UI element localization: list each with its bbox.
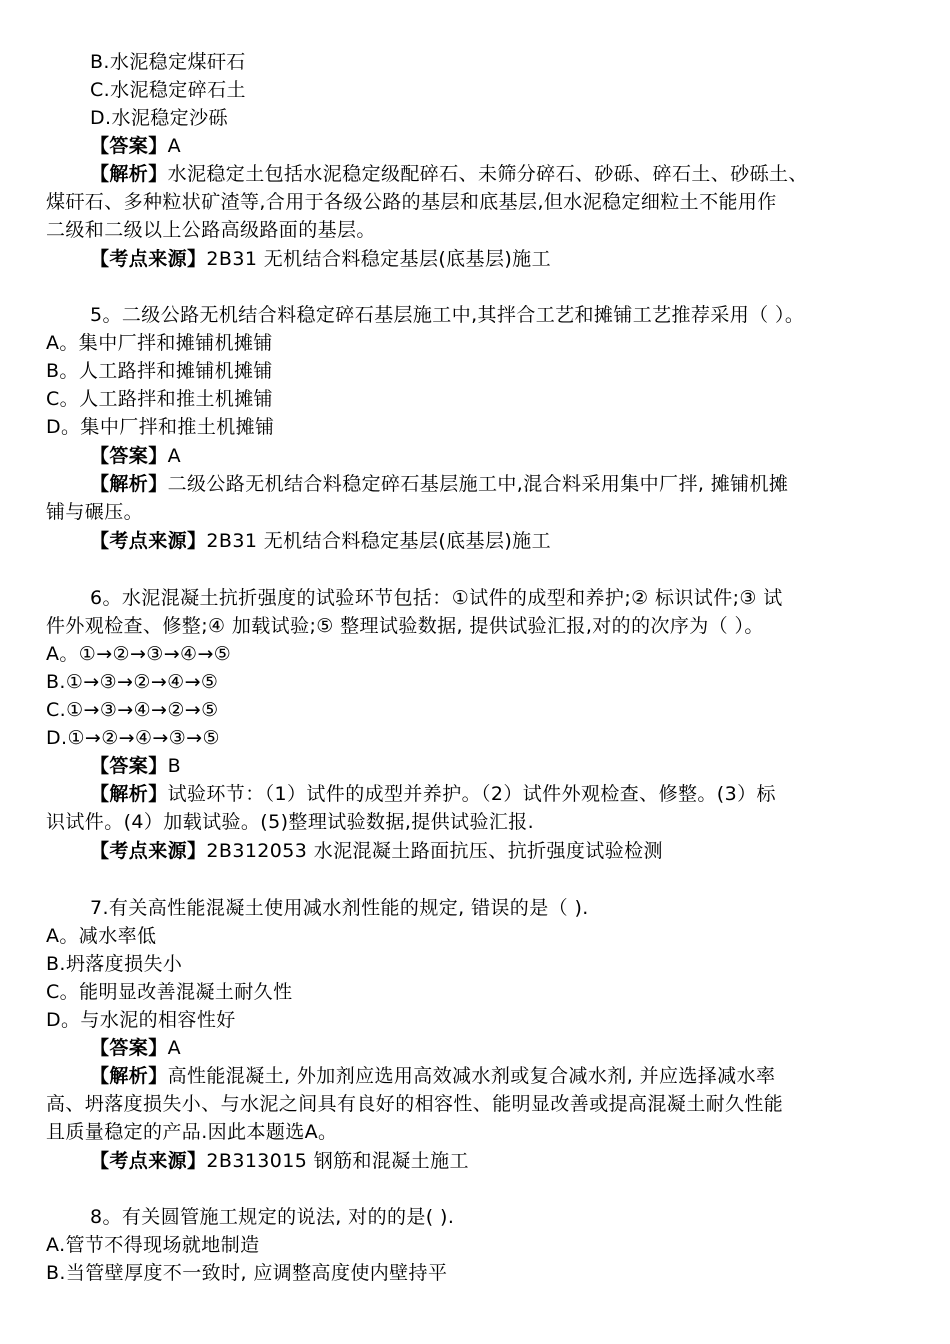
q6-option-d: D.①→②→④→③→⑤ [46,727,220,749]
source-label: 【考点来源】 [90,530,207,552]
q4-source-text: 2B31 无机结合料稳定基层(底基层)施工 [206,248,551,270]
analysis-label: 【解析】 [90,783,168,805]
q4-option-c: C.水泥稳定碎石土 [90,79,246,101]
q7-analysis-line-1 [90,1062,910,1090]
q6-stem-line-2: 件外观检查、修整;④ 加载试验;⑤ 整理试验数据, 提供试验汇报,对的的次序为（ ）。 [46,615,764,637]
q7-stem: 7.有关高性能混凝土使用减水剂性能的规定, 错误的是（ ). [90,897,589,919]
q5-answer-value: A [167,445,182,467]
q7-analysis-line-2: 高、坍落度损失小、与水泥之间具有良好的相容性、能明显改善或提高混凝土耐久性能 [46,1093,784,1115]
answer-label: 【答案】 [90,755,168,777]
q7-option-c: C。能明显改善混凝土耐久性 [46,981,293,1003]
q4-analysis-line-2: 煤矸石、多种粒状矿渣等,合用于各级公路的基层和底基层,但水泥稳定细粒土不能用作 [46,191,777,213]
q5-answer [90,442,910,470]
q7-analysis-text-1: 高性能混凝土, 外加剂应选用高效减水剂或复合减水剂, 并应选择减水率 [167,1065,776,1087]
q8-option-a: A.管节不得现场就地制造 [46,1234,260,1256]
q6-analysis-text-1: 试验环节：（1）试件的成型并养护。（2）试件外观检查、修整。(3）标 [167,783,776,805]
q4-option-d: D.水泥稳定沙砾 [90,107,228,129]
q6-source [90,837,910,865]
q8-option-b: B.当管壁厚度不一致时, 应调整高度使内壁持平 [46,1262,448,1284]
q7-source-text: 2B313015 钢筋和混凝土施工 [206,1150,469,1172]
q5-analysis-line-2: 铺与碾压。 [46,501,144,523]
q7-source [90,1147,910,1175]
q6-answer-value: B [167,755,182,777]
answer-label: 【答案】 [90,445,168,467]
q5-stem: 5。二级公路无机结合料稳定碎石基层施工中,其拌合工艺和摊铺工艺推荐采用（ ）。 [90,304,805,326]
q7-option-a: A。减水率低 [46,925,157,947]
analysis-label: 【解析】 [90,163,168,185]
q8-stem: 8。有关圆管施工规定的说法, 对的的是( ). [90,1206,455,1228]
analysis-label: 【解析】 [90,1065,168,1087]
q5-analysis-line-1 [90,470,910,498]
answer-label: 【答案】 [90,1037,168,1059]
q5-option-a: A。集中厂拌和摊铺机摊铺 [46,332,273,354]
q5-option-b: B。人工路拌和摊铺机摊铺 [46,360,273,382]
q6-analysis-line-1 [90,780,910,808]
q4-source [90,245,910,273]
q5-analysis-text-1: 二级公路无机结合料稳定碎石基层施工中,混合料采用集中厂拌, 摊铺机摊 [167,473,789,495]
q6-source-text: 2B312053 水泥混凝土路面抗压、抗折强度试验检测 [206,840,663,862]
q6-stem-line-1: 6。水泥混凝土抗折强度的试验环节包括：①试件的成型和养护;② 标识试件;③ 试 [90,587,783,609]
q4-analysis-text-1: 水泥稳定土包括水泥稳定级配碎石、未筛分碎石、砂砾、碎石土、砂砾土、 [167,163,808,185]
q6-option-a: A。①→②→③→④→⑤ [46,643,232,665]
analysis-label: 【解析】 [90,473,168,495]
q5-source [90,527,910,555]
q6-analysis-line-2: 识试件。(4）加载试验。(5)整理试验数据,提供试验汇报. [46,811,535,833]
q4-answer-value: A [167,135,182,157]
source-label: 【考点来源】 [90,248,207,270]
q7-option-d: D。与水泥的相容性好 [46,1009,236,1031]
q7-option-b: B.坍落度损失小 [46,953,183,975]
q7-answer-value: A [167,1037,182,1059]
q4-analysis-line-1 [90,160,910,188]
q4-answer [90,132,910,160]
source-label: 【考点来源】 [90,1150,207,1172]
q6-option-c: C.①→③→④→②→⑤ [46,699,219,721]
q7-analysis-line-3: 且质量稳定的产品.因此本题选A。 [46,1121,338,1143]
q4-analysis-line-3: 二级和二级以上公路高级路面的基层。 [46,219,376,241]
q7-answer [90,1034,910,1062]
q5-source-text: 2B31 无机结合料稳定基层(底基层)施工 [206,530,551,552]
q6-option-b: B.①→③→②→④→⑤ [46,671,219,693]
q6-answer [90,752,910,780]
source-label: 【考点来源】 [90,840,207,862]
q5-option-d: D。集中厂拌和推土机摊铺 [46,416,275,438]
answer-label: 【答案】 [90,135,168,157]
q4-option-b: B.水泥稳定煤矸石 [90,51,246,73]
q5-option-c: C。人工路拌和推土机摊铺 [46,388,274,410]
